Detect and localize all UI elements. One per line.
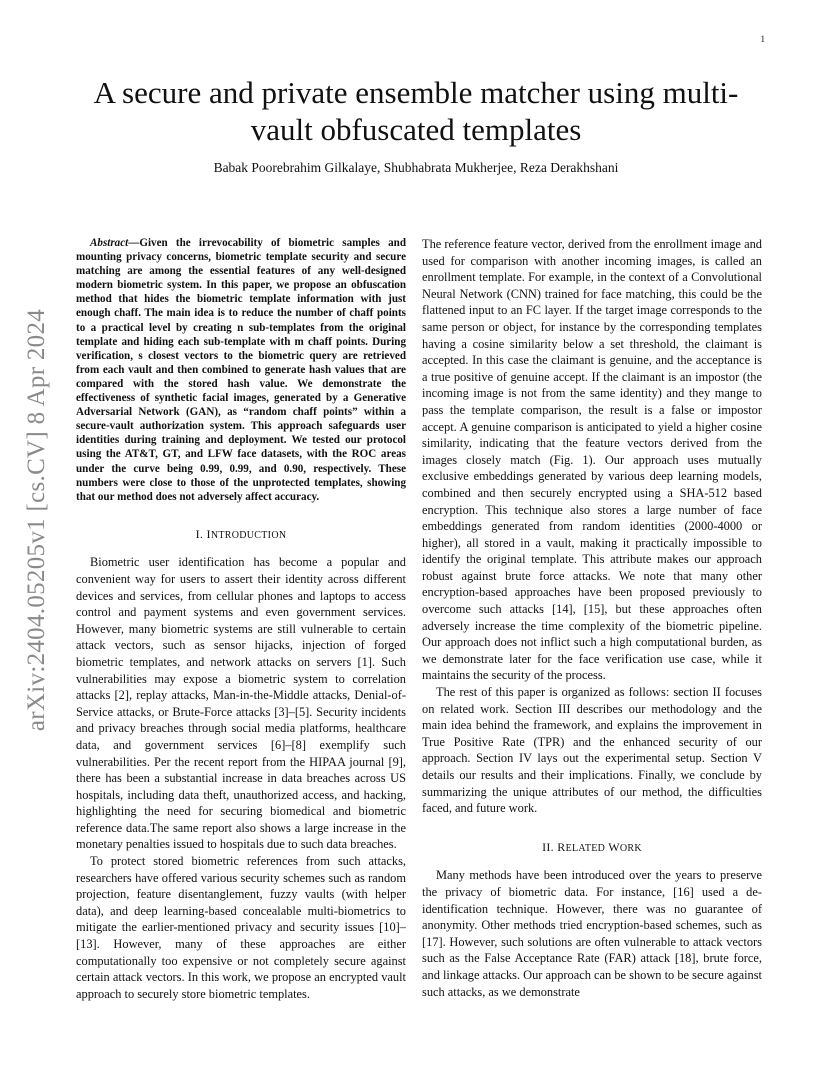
abstract-text: —Given the irrevocability of biometric samples and mounting privacy concerns, biometric template security and secure matching are among the essential features of any well-designed modern biometric system. In this paper, we propose an obfuscation method that hides the biometric template information with just enough chaff. The main idea is to reduce the number of chaff points to a practical level by creating n sub-templates from the original template and hiding each sub-template with m chaff points. During verification, s closest vectors to the biometric query are retrieved from each vault and then combined to generate hash values that are compared with the stored hash value. We demonstrate the effectiveness of synthetic facial images, generated by a Generative Adversarial Network (GAN), as “random chaff points” within a secure-vault authorization system. This approach safeguards user identities during training and deployment. We tested our protocol using the AT&T, GT, and LFW face datasets, with the ROC areas under the curve being 0.99, 0.99, and 0.90, respectively. These numbers were close to those of the unprotected templates, showing that our method does not adversely affect accuracy.	[76, 237, 406, 503]
author-list: Babak Poorebrahim Gilkalaye, Shubhabrata Mukherjee, Reza Derakhshani	[213, 160, 619, 175]
right-column	[422, 236, 762, 1000]
section-heading-related-work: II. RELATED WORK	[542, 839, 642, 854]
intro-paragraph: The rest of this paper is organized as follows: section II focuses on related work. Section III describes our methodology and the main idea behind the framework, and explains the improvement in True Positive Rate (TPR) and the enhanced security of our approach. Section IV lays out the experimental setup. Section V details our results and their implications. Finally, we conclude by summarizing the unique attributes of our method, the difficulties faced, and future work.	[422, 685, 762, 816]
intro-paragraph: Biometric user identification has become a popular and convenient way for users to assert their identity across different devices and services, from cellular phones and laptops to access control and payment systems and even government services. However, many biometric systems are still vulnerable to certain attack vectors, such as sensor hijacks, injection of forged biometric templates, and network attacks on servers [1]. Such vulnerabilities may expose a biometric system to correlation attacks [2], replay attacks, Man-in-the-Middle attacks, Denial-of-Service attacks, or Brute-Force attacks [3]–[5]. Security incidents and privacy breaches through social media platforms, healthcare data, and government services [6]–[8] exemplify such vulnerabilities. Per the recent report from the HIPAA journal [9], there has been a substantial increase in data breaches across US hospitals, including data theft, unauthorized access, and hacking, highlighting the need for securing biomedical and biometric reference data.The same report also shows a large increase in the monetary penalties issued to hospitals due to such data breaches.	[76, 555, 406, 852]
paper-title: A secure and private ensemble matcher using multi-vault obfuscated templates	[93, 75, 739, 147]
related-work-paragraph: Many methods have been introduced over the years to preserve the privacy of biometric data. For instance, [16] used a de-identification technique. However, there was no guarantee of anonymity. Other methods tried encryption-based schemes, such as [17]. However, such solutions are often vulnerable to attack vectors such as the False Acceptance Rate (FAR) attack [18], brute force, and linkage attacks. Our approach can be shown to be secure against such attacks, as we demonstrate	[422, 868, 762, 999]
arxiv-identifier: arXiv:2404.05205v1 [cs.CV] 8 Apr 2024	[23, 308, 50, 732]
left-column	[76, 236, 406, 1002]
arxiv-sidebar	[22, 290, 52, 750]
intro-paragraph: To protect stored biometric references from such attacks, researchers have offered various security schemes such as random projection, feature disentanglement, fuzzy vaults (with helper data), and deep learning-based concealable multi-biometrics to mitigate the earlier-mentioned privacy and security issues [10]–[13]. However, many of these approaches are either computationally too expensive or not completely secure against certain attack vectors. In this work, we propose an encrypted vault approach to securely store biometric templates.	[76, 854, 406, 1001]
abstract-label: Abstract	[90, 237, 129, 249]
section-heading-introduction: I. INTRODUCTION	[195, 526, 287, 541]
intro-paragraph: The reference feature vector, derived from the enrollment image and used for comparison with another incoming images, is called an enrollment template. For example, in the context of a Convolutional Neural Network (CNN) trained for face matching, this could be the flattened input to an FC layer. If the target image corresponds to the same person or object, for instance by the corresponding templates having a cosine similarity below a set threshold, the claimant is accepted. In this case the claimant is genuine, and the acceptance is a true positive of genuine accept. If the claimant is an impostor (the incoming image is not from the same identity) and they mange to pass the template comparison, the result is a false or impostor accept. A genuine comparison is anticipated to yield a higher cosine similarity, indicating that the feature vectors derived from the images closely match (Fig. 1). Our approach uses mutually exclusive embeddings generated by various deep learning models, combined and then securely encrypted using a SHA-512 based encryption. This technique also stores a large number of face embeddings generated from random identities (2000-4000 or higher), all stored in a vault, making it practically impossible to identify the original template. This attribute makes our approach robust against brute force attacks. We note that many other encryption-based approaches have been proposed previously to overcome such attacks [14], [15], but these approaches often adversely increase the time complexity of the biometric pipeline. Our approach does not inflict such a high computational burden, as we demonstrate later for the face verification use case, while it maintains the security of the process.	[422, 237, 762, 683]
abstract	[76, 236, 406, 504]
page-number: 1	[760, 34, 765, 44]
